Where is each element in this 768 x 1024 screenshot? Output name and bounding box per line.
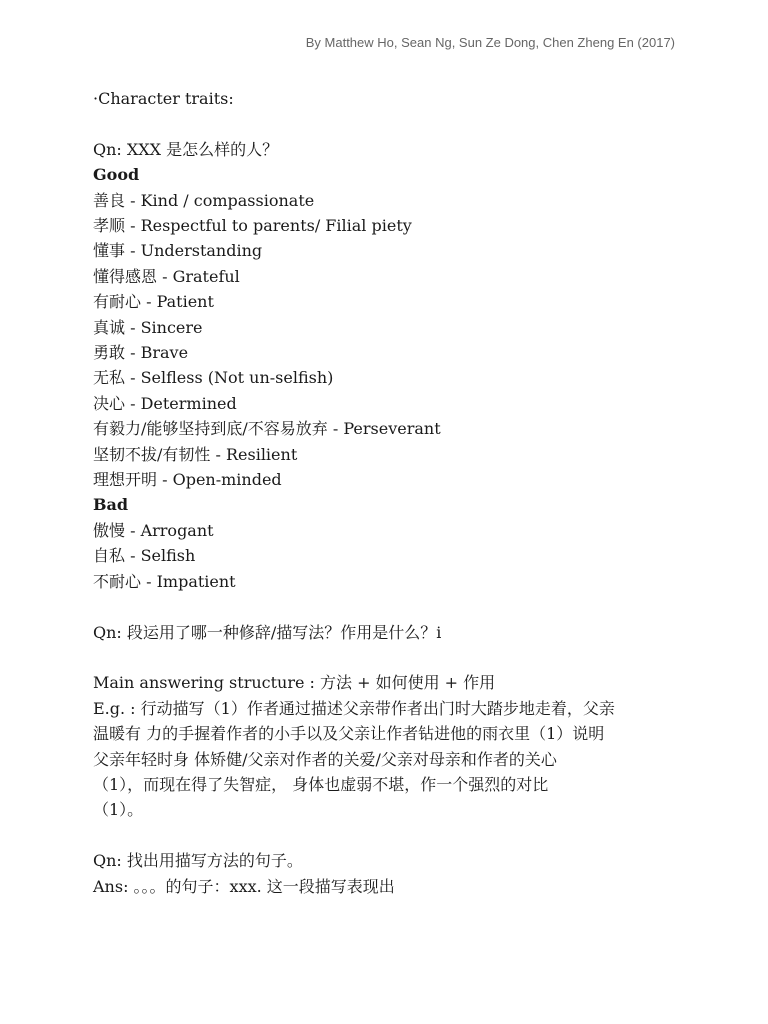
trait-good-item: 决心 - Determined — [93, 393, 237, 413]
trait-good-item: 懂事 - Understanding — [93, 241, 263, 261]
question-character: Qn: XXX 是怎么样的人？ — [93, 139, 279, 159]
trait-good-item: 勇敢 - Brave — [93, 343, 189, 363]
trait-good-item: 坚韧不拔/有韧性 - Resilient — [93, 444, 298, 464]
answer-line: Ans: 。。。的句子：xxx. 这一段描写表现出 — [93, 876, 395, 896]
example-line: 温暖有 力的手握着作者的小手以及父亲让作者钻进他的雨衣里（1）说明 — [93, 724, 605, 744]
trait-good-item: 有耐心 - Patient — [93, 292, 214, 312]
trait-good-item: 懂得感恩 - Grateful — [93, 266, 240, 286]
trait-good-item: 无私 - Selfless (Not un-selfish) — [93, 368, 334, 388]
example-line: E.g. : 行动描写（1）作者通过描述父亲带作者出门时大踏步地走着，父亲 — [93, 698, 615, 718]
author-header: By Matthew Ho, Sean Ng, Sun Ze Dong, Chen Zheng En (2017) — [305, 35, 675, 50]
trait-bad-item: 傲慢 - Arrogant — [93, 520, 214, 540]
answer-structure: Main answering structure : 方法 + 如何使用 + 作用 — [93, 673, 496, 693]
example-line: （1）。 — [93, 800, 144, 820]
example-line: 父亲年轻时身 体矫健/父亲对作者的关爱/父亲对母亲和作者的关心 — [93, 749, 557, 769]
spacer — [93, 594, 683, 619]
section-title: ·Character traits: — [93, 89, 234, 108]
question-rhetoric: Qn: 段运用了哪一种修辞/描写法？作用是什么？i — [93, 622, 442, 642]
spacer — [93, 111, 683, 136]
question-find-sentence: Qn: 找出用描写方法的句子。 — [93, 851, 303, 871]
spacer — [93, 823, 683, 848]
good-heading: Good — [93, 165, 140, 185]
trait-good-item: 孝顺 - Respectful to parents/ Filial piety — [93, 216, 412, 236]
bad-heading: Bad — [93, 495, 129, 515]
trait-good-item: 有毅力/能够坚持到底/不容易放弃 - Perseverant — [93, 419, 441, 439]
document-body — [93, 86, 683, 899]
trait-good-item: 善良 - Kind / compassionate — [93, 190, 315, 210]
trait-good-item: 理想开明 - Open-minded — [93, 470, 282, 490]
trait-bad-item: 不耐心 - Impatient — [93, 571, 236, 591]
example-line: （1），而现在得了失智症， 身体也虚弱不堪，作一个强烈的对比 — [93, 774, 549, 794]
trait-bad-item: 自私 - Selfish — [93, 546, 196, 566]
trait-good-item: 真诚 - Sincere — [93, 317, 203, 337]
spacer — [93, 645, 683, 670]
